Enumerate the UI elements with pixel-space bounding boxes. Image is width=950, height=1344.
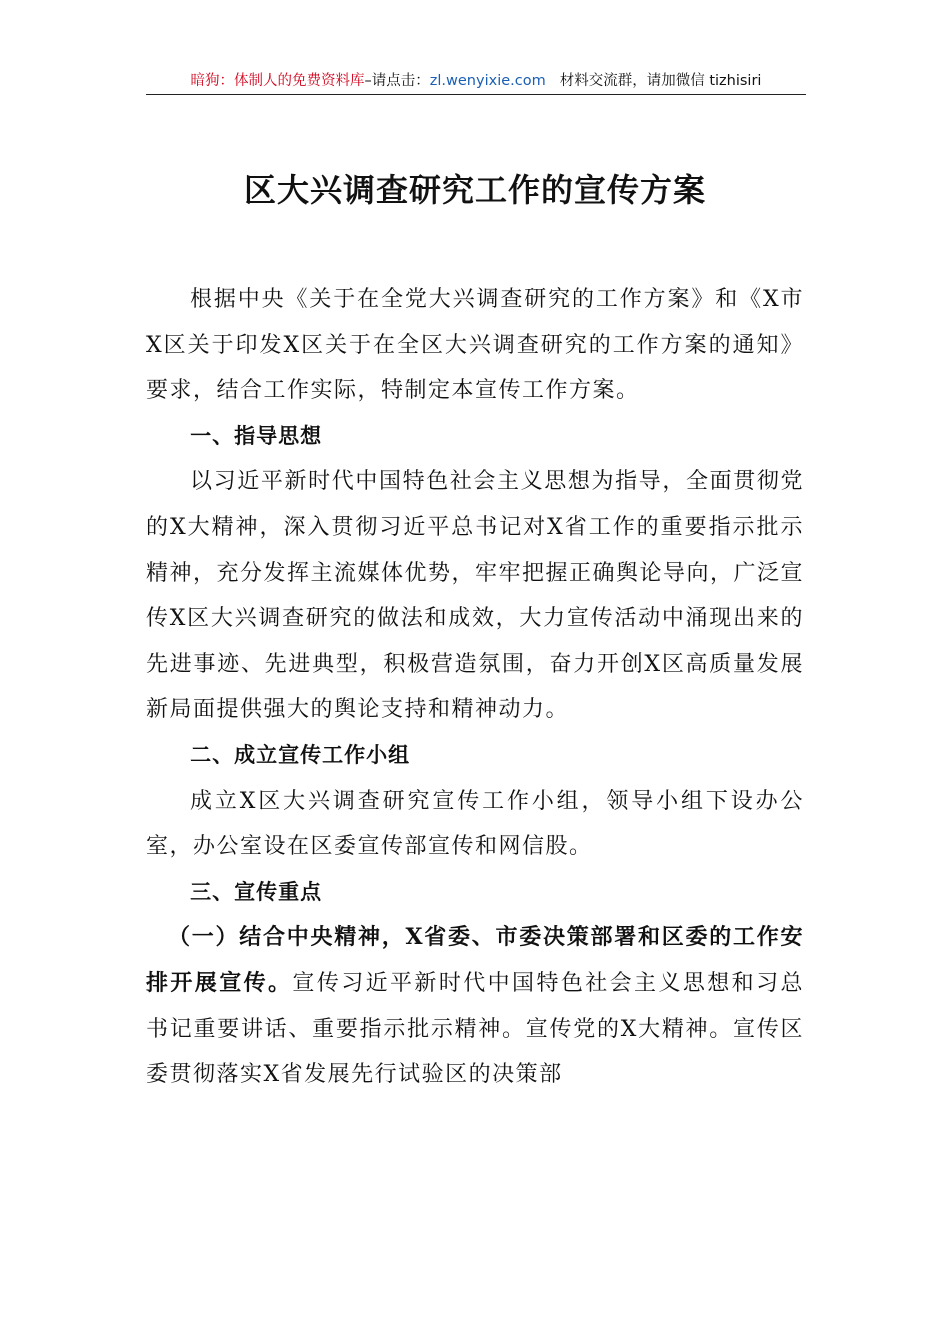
header-prompt: –请点击：: [364, 73, 430, 89]
section-3-sub-1-paragraph: [146, 915, 804, 1097]
section-2-heading: 二、成立宣传工作小组: [190, 742, 411, 767]
section-3-heading: 三、宣传重点: [190, 879, 323, 904]
section-1-paragraph: 以习近平新时代中国特色社会主义思想为指导，全面贯彻党的X大精神，深入贯彻习近平总书记对X省工作的重要指示批示精神，充分发挥主流媒体优势，牢牢把握正确舆论导向，广泛宣传X区大兴调查研究的做法和成效，大力宣传活动中涌现出来的先进事迹、先进典型，积极营造氛围，奋力开创X区高质量发展新局面提供强大的舆论支持和精神动力。: [146, 469, 805, 723]
section-2-paragraph: 成立X区大兴调查研究宣传工作小组，领导小组下设办公室，办公室设在区委宣传部宣传和网信股。: [146, 788, 804, 860]
header-contact: 材料交流群，请加微信 tizhisiri: [559, 73, 762, 89]
intro-paragraph: 根据中央《关于在全党大兴调查研究的工作方案》和《X市X区关于印发X区关于在全区大兴调查研究的工作方案的通知》要求，结合工作实际，特制定本宣传工作方案。: [146, 287, 804, 404]
section-3-sub-1-body: 宣传习近平新时代中国特色社会主义思想和习总书记重要讲话、重要指示批示精神。宣传党的X大精神。宣传区委贯彻落实X省发展先行试验区的决策部: [146, 970, 804, 1088]
header-site-name: 暗狗：体制人的免费资料库: [190, 73, 365, 89]
document-body: [146, 277, 804, 1098]
section-1-heading: 一、指导思想: [190, 423, 323, 448]
page-header: [146, 70, 806, 95]
section-3-sub-1-title: （一）结合中央精神，X省委、市委决策部署和区委的工作安排开展宣传。: [146, 924, 804, 996]
document-title: 区大兴调查研究工作的宣传方案: [243, 171, 706, 209]
header-link[interactable]: zl.wenyixie.com: [429, 73, 546, 89]
